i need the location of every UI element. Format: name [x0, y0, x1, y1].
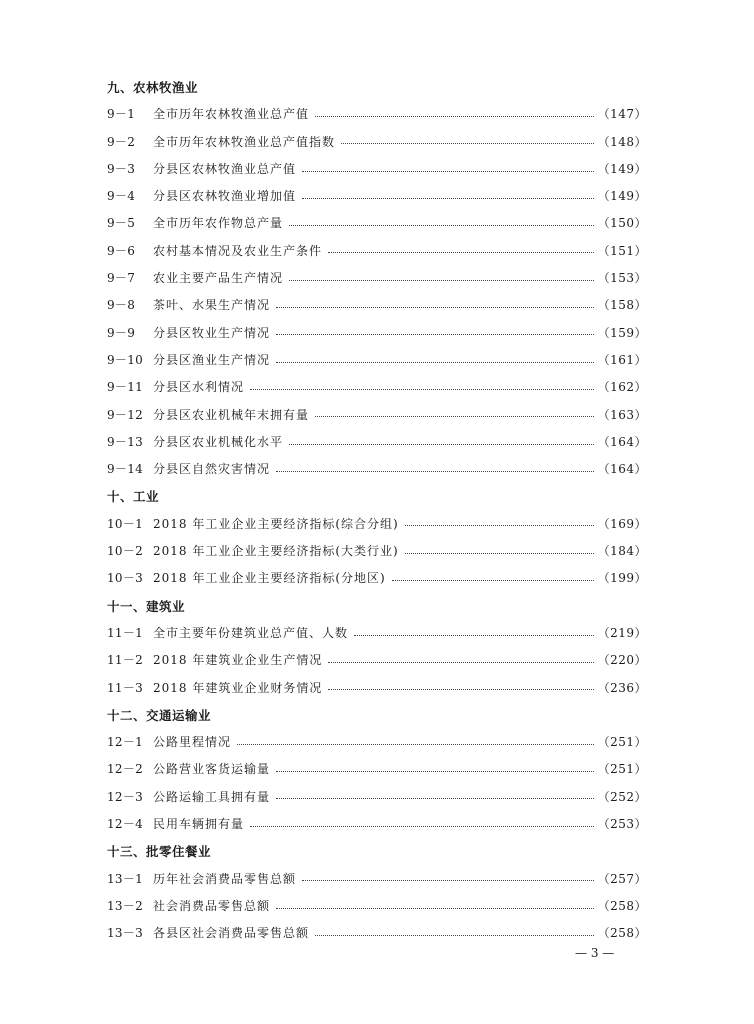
dot-leader [405, 552, 594, 554]
entry-page-number: （158） [597, 298, 647, 313]
entry-page-number: （153） [597, 271, 647, 286]
toc-entry[interactable] [107, 402, 647, 429]
entry-page-number: （151） [597, 243, 647, 258]
entry-page-number: （253） [597, 817, 647, 832]
entry-number: 9－7 [107, 271, 136, 286]
entry-page-number: （149） [597, 189, 647, 204]
dot-leader [237, 743, 594, 745]
entry-title: 分县区自然灾害情况 [153, 462, 271, 477]
entry-title: 各县区社会消费品零售总额 [153, 926, 310, 941]
toc-entry[interactable] [107, 620, 647, 647]
toc-entry[interactable] [107, 238, 647, 265]
dot-leader [250, 388, 594, 390]
section-heading: 十二、交通运输业 [107, 707, 212, 723]
entry-page-number: （161） [597, 352, 647, 367]
entry-title: 分县区农林牧渔业增加值 [153, 189, 297, 204]
entry-title: 分县区农业机械年末拥有量 [153, 407, 310, 422]
entry-page-number: （258） [597, 926, 647, 941]
entry-page-number: （162） [597, 380, 647, 395]
entry-title: 2018 年工业企业主要经济指标(综合分组) [153, 516, 399, 531]
dot-leader [302, 197, 594, 199]
toc-entry[interactable] [107, 675, 647, 702]
page-number: — 3 — [575, 946, 615, 960]
dot-leader [289, 224, 594, 226]
toc-entry[interactable] [107, 784, 647, 811]
entry-number: 9－14 [107, 462, 144, 477]
entry-page-number: （159） [597, 325, 647, 340]
entry-title: 分县区牧业生产情况 [153, 325, 271, 340]
entry-number: 9－4 [107, 189, 136, 204]
toc-entry[interactable] [107, 156, 647, 183]
entry-title: 公路营业客货运输量 [153, 762, 271, 777]
dot-leader [276, 361, 594, 363]
dot-leader [276, 333, 594, 335]
toc-entry[interactable] [107, 456, 647, 483]
toc-entry[interactable] [107, 756, 647, 783]
entry-number: 11－2 [107, 653, 144, 668]
dot-leader [289, 443, 594, 445]
entry-page-number: （149） [597, 161, 647, 176]
entry-title: 2018 年建筑业企业财务情况 [153, 680, 323, 695]
entry-page-number: （219） [597, 625, 647, 640]
entry-page-number: （147） [597, 107, 647, 122]
toc-entry[interactable] [107, 210, 647, 237]
entry-number: 12－2 [107, 762, 144, 777]
entry-title: 分县区农业机械化水平 [153, 434, 284, 449]
dot-leader [302, 879, 594, 881]
entry-number: 10－1 [107, 516, 144, 531]
dot-leader [392, 579, 594, 581]
entry-page-number: （251） [597, 762, 647, 777]
entry-page-number: （163） [597, 407, 647, 422]
toc-entry[interactable] [107, 866, 647, 893]
dot-leader [315, 415, 594, 417]
dot-leader [405, 524, 594, 526]
dot-leader [315, 115, 594, 117]
entry-page-number: （199） [597, 571, 647, 586]
entry-page-number: （220） [597, 653, 647, 668]
toc-entry[interactable] [107, 811, 647, 838]
entry-title: 2018 年工业企业主要经济指标(分地区) [153, 571, 386, 586]
entry-title: 公路里程情况 [153, 735, 232, 750]
toc-entry[interactable] [107, 183, 647, 210]
table-of-contents [107, 74, 647, 948]
entry-number: 13－1 [107, 871, 144, 886]
dot-leader [354, 634, 594, 636]
entry-number: 9－9 [107, 325, 136, 340]
toc-entry[interactable] [107, 347, 647, 374]
entry-number: 9－2 [107, 134, 136, 149]
entry-page-number: （257） [597, 871, 647, 886]
toc-entry[interactable] [107, 647, 647, 674]
entry-title: 社会消费品零售总额 [153, 898, 271, 913]
entry-number: 9－12 [107, 407, 144, 422]
entry-number: 12－3 [107, 789, 144, 804]
entry-number: 9－13 [107, 434, 144, 449]
dot-leader [276, 470, 594, 472]
dot-leader [315, 934, 594, 936]
toc-entry[interactable] [107, 320, 647, 347]
dot-leader [341, 142, 594, 144]
entry-title: 2018 年工业企业主要经济指标(大类行业) [153, 544, 399, 559]
entry-title: 2018 年建筑业企业生产情况 [153, 653, 323, 668]
dot-leader [276, 907, 594, 909]
entry-title: 公路运输工具拥有量 [153, 789, 271, 804]
entry-title: 全市主要年份建筑业总产值、人数 [153, 625, 349, 640]
section-heading: 十一、建筑业 [107, 598, 186, 614]
entry-page-number: （148） [597, 134, 647, 149]
entry-number: 9－5 [107, 216, 136, 231]
entry-title: 民用车辆拥有量 [153, 817, 245, 832]
entry-title: 农村基本情况及农业生产条件 [153, 243, 323, 258]
entry-title: 分县区农林牧渔业总产值 [153, 161, 297, 176]
entry-page-number: （169） [597, 516, 647, 531]
toc-body [107, 74, 647, 948]
entry-number: 9－6 [107, 243, 136, 258]
entry-page-number: （184） [597, 544, 647, 559]
entry-title: 分县区渔业生产情况 [153, 352, 271, 367]
toc-entry[interactable] [107, 729, 647, 756]
entry-number: 13－2 [107, 898, 144, 913]
toc-entry[interactable] [107, 538, 647, 565]
entry-title: 茶叶、水果生产情况 [153, 298, 271, 313]
dot-leader [289, 279, 594, 281]
entry-number: 9－8 [107, 298, 136, 313]
toc-entry[interactable] [107, 129, 647, 156]
toc-entry[interactable] [107, 101, 647, 128]
dot-leader [328, 661, 593, 663]
entry-page-number: （164） [597, 462, 647, 477]
section-heading: 十、工业 [107, 489, 160, 505]
dot-leader [328, 688, 593, 690]
entry-number: 11－3 [107, 680, 144, 695]
entry-number: 11－1 [107, 625, 144, 640]
entry-page-number: （258） [597, 898, 647, 913]
entry-number: 10－3 [107, 571, 144, 586]
entry-page-number: （164） [597, 434, 647, 449]
toc-entry[interactable] [107, 920, 647, 947]
entry-number: 12－4 [107, 817, 144, 832]
section-heading: 九、农林牧渔业 [107, 80, 199, 95]
entry-number: 10－2 [107, 544, 144, 559]
entry-title: 全市历年农林牧渔业总产值 [153, 107, 310, 122]
toc-entry[interactable] [107, 893, 647, 920]
entry-number: 13－3 [107, 926, 144, 941]
entry-number: 9－10 [107, 352, 144, 367]
entry-number: 12－1 [107, 735, 144, 750]
entry-title: 历年社会消费品零售总额 [153, 871, 297, 886]
dot-leader [276, 770, 594, 772]
dot-leader [302, 170, 594, 172]
toc-entry[interactable] [107, 565, 647, 592]
entry-number: 9－11 [107, 380, 144, 395]
entry-page-number: （236） [597, 680, 647, 695]
entry-page-number: （252） [597, 789, 647, 804]
entry-page-number: （150） [597, 216, 647, 231]
entry-title: 全市历年农林牧渔业总产值指数 [153, 134, 336, 149]
toc-entry[interactable] [107, 429, 647, 456]
entry-title: 全市历年农作物总产量 [153, 216, 284, 231]
entry-page-number: （251） [597, 735, 647, 750]
dot-leader [328, 251, 594, 253]
entry-title: 农业主要产品生产情况 [153, 271, 284, 286]
toc-entry[interactable] [107, 292, 647, 319]
toc-entry[interactable] [107, 265, 647, 292]
dot-leader [276, 306, 594, 308]
entry-title: 分县区水利情况 [153, 380, 245, 395]
dot-leader [276, 797, 594, 799]
entry-number: 9－1 [107, 107, 136, 122]
toc-entry[interactable] [107, 511, 647, 538]
toc-entry[interactable] [107, 374, 647, 401]
section-heading: 十三、批零住餐业 [107, 844, 212, 860]
dot-leader [250, 825, 594, 827]
entry-number: 9－3 [107, 161, 136, 176]
